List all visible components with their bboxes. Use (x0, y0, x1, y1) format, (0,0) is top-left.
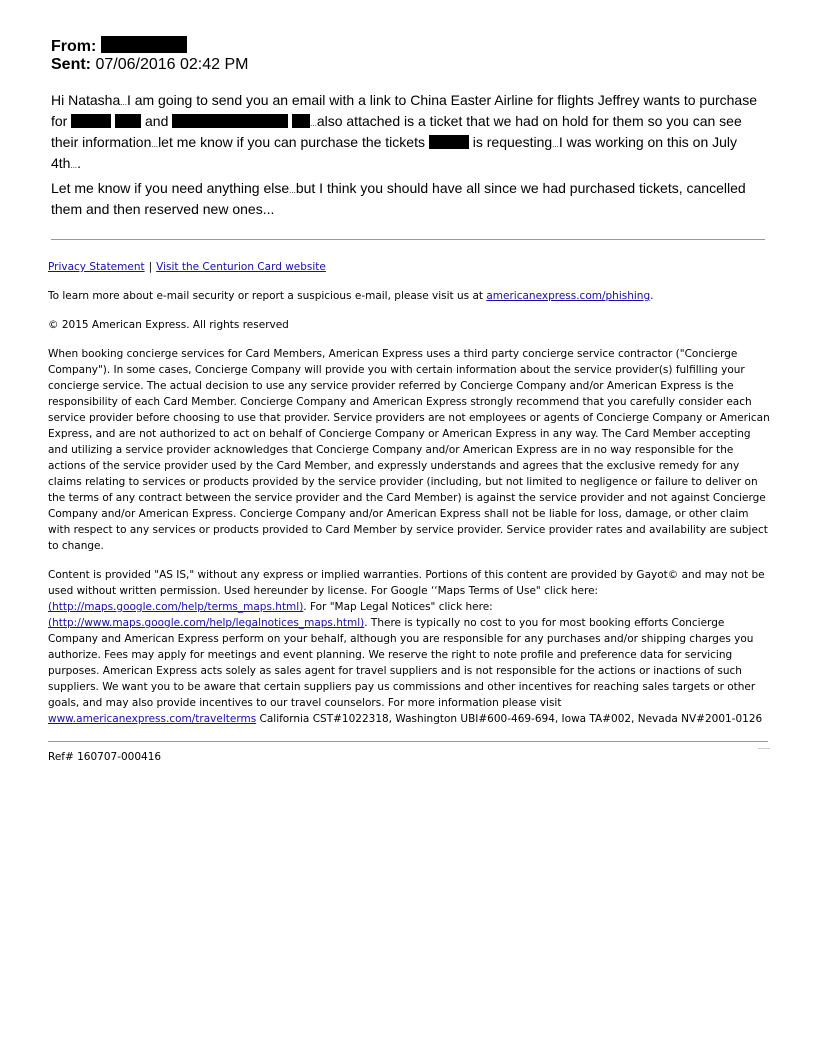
message-paragraph-2 (51, 179, 771, 218)
from-line (51, 36, 187, 56)
msg-text: I was working on this on July (558, 134, 738, 150)
content-text: California CST#1022318, Washington UBI#600-469-694, Iowa TA#002, Nevada NV#2001-0126 (256, 713, 763, 725)
phishing-link[interactable]: americanexpress.com/phishing (486, 290, 651, 302)
msg-text: also attached is a ticket that we had on hold for them so you can see (316, 113, 742, 129)
ellipsis-mark: ... (151, 140, 159, 149)
msg-text: for (51, 113, 68, 129)
privacy-statement-link[interactable]: Privacy Statement (48, 261, 145, 273)
content-text: . For "Map Legal Notices" click here: (303, 601, 493, 613)
centurion-website-link[interactable]: Visit the Centurion Card website (156, 261, 326, 273)
link-separator: | (148, 261, 153, 273)
msg-text: Let me know if you need anything else (51, 180, 290, 196)
msg-text: is requesting (472, 134, 553, 150)
content-text: . There is typically no cost to you for most booking efforts Concierge Company and American Express perform on your behalf, although you are responsible for any purchases and/or shipping charges you authorize. Fees may apply for meetings and event planning. We reserve the right to note profile and preference data for servicing purposes. American Express acts solely as sales agent for travel suppliers and is not responsible for the actions or inactions of such suppliers. We want you to be aware that certain suppliers pay us commissions and other incentives for reaching sales targets or other goals, and may also provide incentives to our travel counselors. For more information please visit (48, 617, 756, 709)
ellipsis-mark: ... (120, 98, 127, 107)
redacted-name (292, 114, 310, 128)
msg-text: . (77, 155, 82, 171)
ellipsis-mark: ... (310, 119, 317, 128)
msg-text: let me know if you can purchase the tickets (158, 134, 425, 150)
reference-number: Ref# 160707-000416 (48, 751, 162, 763)
redacted-name (172, 114, 288, 128)
message-paragraph-1 (51, 91, 771, 175)
copyright: © 2015 American Express. All rights reserved (48, 319, 289, 331)
security-text: To learn more about e-mail security or report a suspicious e-mail, please visit us at (48, 290, 484, 302)
concierge-disclaimer: When booking concierge services for Card Members, American Express uses a third party concierge service contractor ("Concierge Company"). In some cases, Concierge Company will provide you with certain information about the service provider(s) fulfilling your concierge service. The actual decision to use any service provider referred by Concierge Company and/or American Express is the responsibility of each Card Member. Concierge Company and American Express strongly recommend that you carefully consider each service provider before choosing to use that provider. Service providers are not employees or agents of Concierge Company or American Express, and are not authorized to act on behalf of Concierge Company or American Express in any way. The Card Member accepting and utilizing a service provider acknowledges that Concierge Company and/or American Express are in no way responsible for the actions of the service provider used by the Card Member, and expressly understands and agrees that the exclusive remedy for any claims relating to services or products provided by the service provider (including, but not limited to negligence or failure to deliver on the terms of any contract between the service provider and the Card Member) is against the service provider and not against Concierge Company and/or American Express. Concierge Company and/or American Express shall not be liable for loss, damage, or other claim with respect to any services or products provided to Card Member by service provider. Service provider rates and availability are subject to change. (48, 348, 770, 552)
divider (48, 741, 768, 742)
from-label: From: (51, 38, 97, 55)
redacted-name (429, 135, 469, 149)
footer-links (48, 259, 772, 275)
content-text: Content is provided "AS IS," without any express or implied warranties. Portions of this content are provided by Gayot© and may not be used without written permission. Used hereunder by license. For Google ‘‘Maps Terms of Use" click here: (48, 569, 765, 597)
redacted-sender (101, 36, 187, 53)
divider (51, 239, 765, 240)
redacted-name (71, 114, 111, 128)
msg-text: but I think you should have all since we had purchased tickets, cancelled (295, 180, 746, 196)
msg-text: Hi Natasha (51, 92, 121, 108)
ellipsis-mark: ... (70, 161, 78, 170)
msg-text: I am going to send you an email with a link to China Easter Airline for flights Jeffrey wants to purchase (126, 92, 758, 108)
travelterms-link[interactable]: www.americanexpress.com/travelterms (48, 713, 257, 725)
period: . (650, 290, 654, 302)
msg-text: their information (51, 134, 152, 150)
sent-value: 07/06/2016 02:42 PM (95, 56, 249, 73)
msg-text: them and then reserved new ones... (51, 201, 275, 217)
content-disclaimer (48, 567, 772, 727)
msg-text: 4th (51, 155, 71, 171)
ellipsis-mark: ... (289, 186, 296, 195)
security-notice (48, 288, 772, 304)
sent-line (51, 55, 248, 74)
ellipsis-mark: ... (552, 140, 559, 149)
redacted-name (115, 114, 141, 128)
legal-notices-link[interactable]: (http://www.maps.google.com/help/legalnotices_maps.html) (48, 617, 365, 629)
sent-label: Sent: (51, 56, 91, 73)
maps-terms-link[interactable]: (http://maps.google.com/help/terms_maps.html) (48, 601, 304, 613)
msg-text: and (145, 113, 169, 129)
